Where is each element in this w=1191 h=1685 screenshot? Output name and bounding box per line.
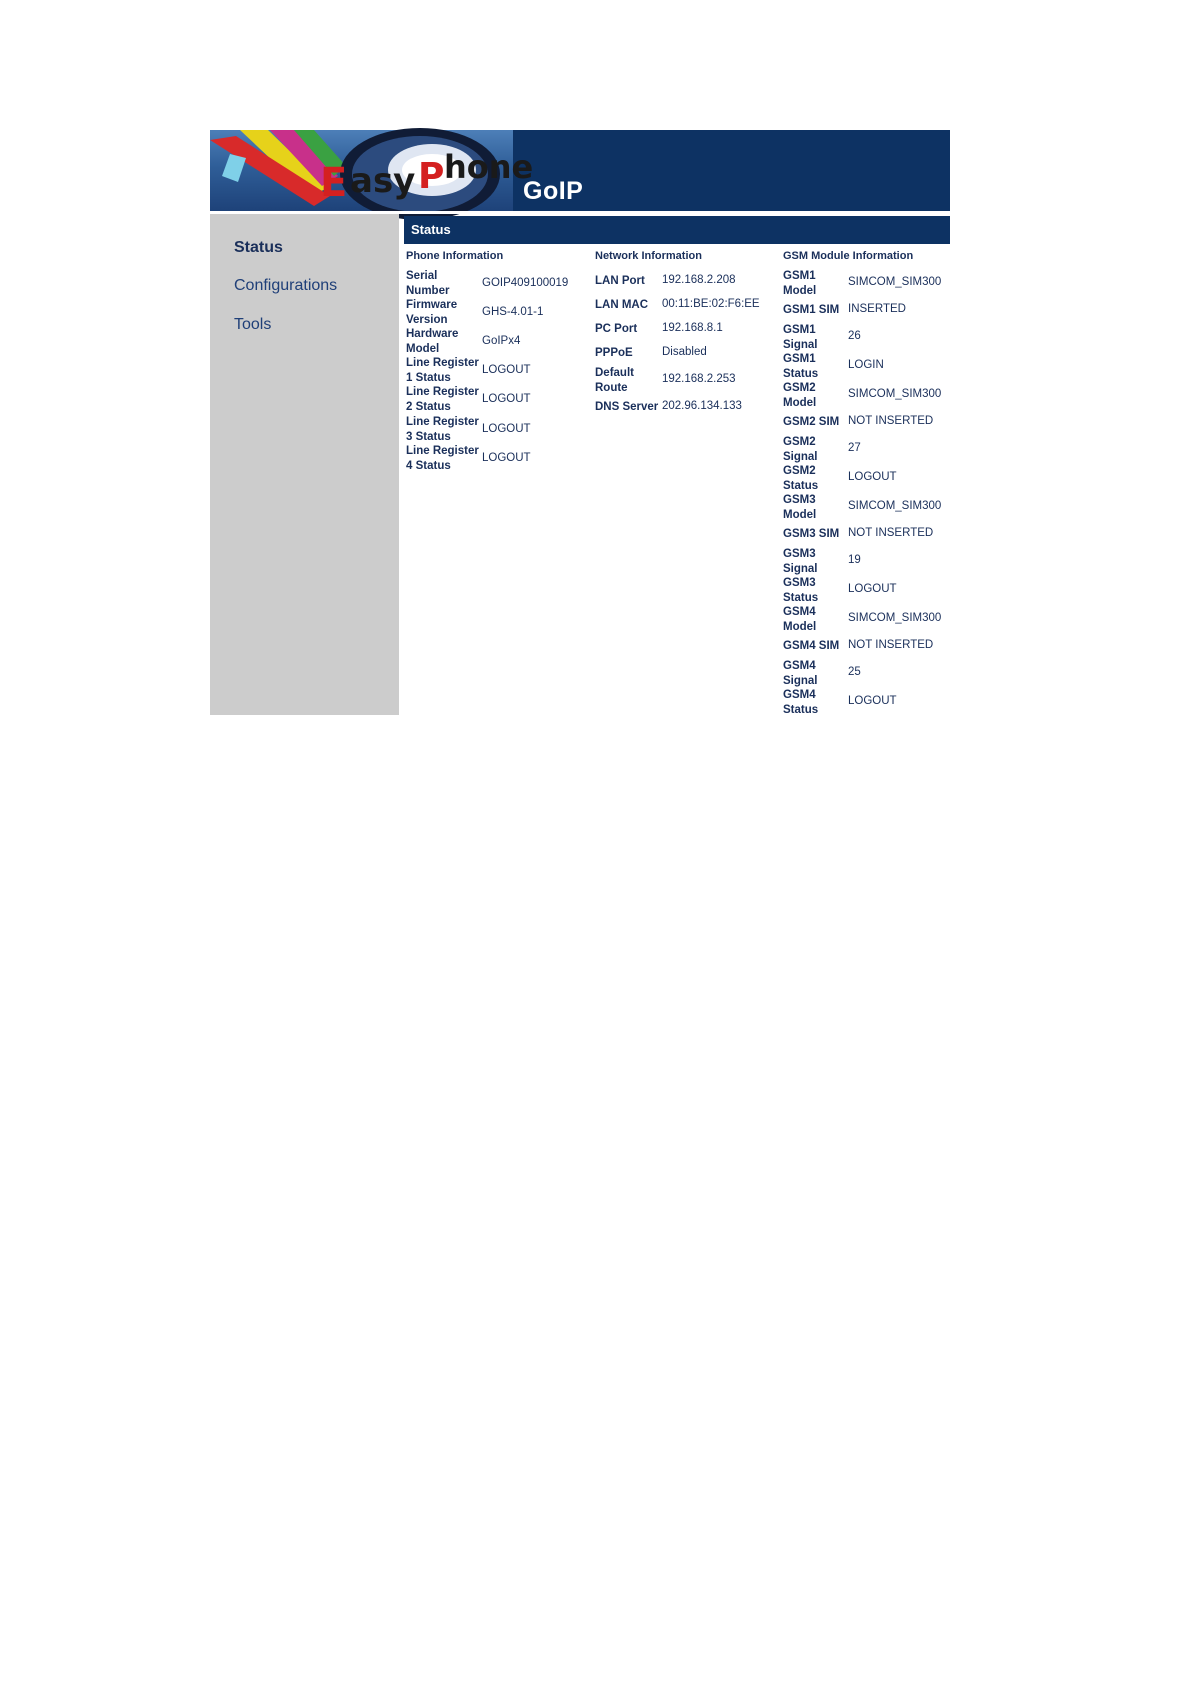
network-info-title: Network Information [595, 250, 702, 262]
line-4-status-value: LOGOUT [482, 452, 531, 464]
gsm4-model-value: SIMCOM_SIM300 [848, 612, 942, 624]
lan-mac-value: 00:11:BE:02:F6:EE [662, 298, 760, 310]
svg-text:E: E [320, 160, 348, 206]
gsm1-sim-value: INSERTED [848, 303, 906, 315]
gsm3-status-value: LOGOUT [848, 583, 897, 595]
gsm3-model-value: SIMCOM_SIM300 [848, 500, 942, 512]
gsm4-sim-value: NOT INSERTED [848, 639, 934, 651]
phone-info-label: Firmware Version [406, 299, 458, 326]
phone-info-label: Hardware Model [406, 328, 459, 355]
goip-admin-page [210, 130, 950, 715]
header [210, 130, 950, 211]
gsm-info-label: GSM4 Status [783, 689, 819, 716]
network-info-label: PPPoE [595, 347, 633, 359]
gsm3-sim-value: NOT INSERTED [848, 527, 934, 539]
gsm-info-label: GSM4 Signal [783, 660, 818, 687]
gsm3-signal-value: 19 [848, 554, 861, 566]
gsm-info-label: GSM4 Model [783, 606, 817, 633]
serial-number-value: GOIP409100019 [482, 277, 569, 289]
phone-info-label: Serial Number [406, 270, 450, 297]
network-info-label: Default Route [595, 367, 634, 394]
gsm-info-label: GSM3 Model [783, 494, 817, 521]
logo-graphic [210, 130, 534, 211]
gsm-info-label: GSM1 Status [783, 353, 819, 380]
phone-info-label: Line Register 2 Status [406, 386, 479, 413]
phone-info-label: Line Register 4 Status [406, 445, 479, 472]
gsm-info-label: GSM3 SIM [783, 528, 840, 540]
lan-port-value: 192.168.2.208 [662, 274, 736, 286]
gsm-info-label: GSM1 Model [783, 270, 817, 297]
line-3-status-value: LOGOUT [482, 423, 531, 435]
gsm-info-label: GSM2 Model [783, 382, 817, 409]
status-panel [404, 216, 950, 715]
gsm1-status-value: LOGIN [848, 359, 884, 371]
network-info-label: LAN Port [595, 275, 645, 287]
gsm1-model-value: SIMCOM_SIM300 [848, 276, 942, 288]
hardware-model-value: GoIPx4 [482, 335, 521, 347]
gsm-info-label: GSM2 Signal [783, 436, 818, 463]
gsm-info-label: GSM1 Signal [783, 324, 818, 351]
page-title-bar [404, 216, 950, 244]
gsm4-signal-value: 25 [848, 666, 861, 678]
sidebar-item-configurations[interactable]: Configurations [234, 277, 338, 294]
phone-info-label: Line Register 1 Status [406, 357, 479, 384]
firmware-version-value: GHS-4.01-1 [482, 306, 544, 318]
svg-text:asy: asy [350, 161, 416, 201]
phone-info-label: Line Register 3 Status [406, 416, 479, 443]
gsm-info-label: GSM3 Signal [783, 548, 818, 575]
gsm-info-label: GSM2 Status [783, 465, 819, 492]
gsm4-status-value: LOGOUT [848, 695, 897, 707]
easyphone-logo [210, 130, 534, 211]
line-1-status-value: LOGOUT [482, 364, 531, 376]
line-2-status-value: LOGOUT [482, 393, 531, 405]
sidebar [210, 214, 399, 715]
network-info-label: DNS Server [595, 401, 659, 413]
gsm-info-label: GSM3 Status [783, 577, 819, 604]
svg-text:P: P [418, 156, 445, 197]
dns-server-value: 202.96.134.133 [662, 400, 742, 412]
sidebar-item-status[interactable]: Status [234, 239, 283, 256]
default-route-value: 192.168.2.253 [662, 373, 736, 385]
gsm2-sim-value: NOT INSERTED [848, 415, 934, 427]
network-info-label: PC Port [595, 323, 638, 335]
gsm2-model-value: SIMCOM_SIM300 [848, 388, 942, 400]
sidebar-item-tools[interactable]: Tools [234, 316, 272, 333]
gsm2-signal-value: 27 [848, 442, 861, 454]
pppoe-value: Disabled [662, 346, 707, 358]
pc-port-value: 192.168.8.1 [662, 322, 723, 334]
gsm1-signal-value: 26 [848, 330, 861, 342]
product-name: GoIP [523, 177, 584, 205]
svg-text:hone: hone [444, 148, 534, 186]
gsm-info-label: GSM1 SIM [783, 304, 840, 316]
network-info-label: LAN MAC [595, 299, 649, 311]
gsm-info-label: GSM2 SIM [783, 416, 840, 428]
gsm-info-label: GSM4 SIM [783, 640, 840, 652]
gsm2-status-value: LOGOUT [848, 471, 897, 483]
gsm-info-title: GSM Module Information [783, 250, 914, 262]
page-title: Status [411, 222, 451, 237]
phone-info-title: Phone Information [406, 250, 504, 262]
